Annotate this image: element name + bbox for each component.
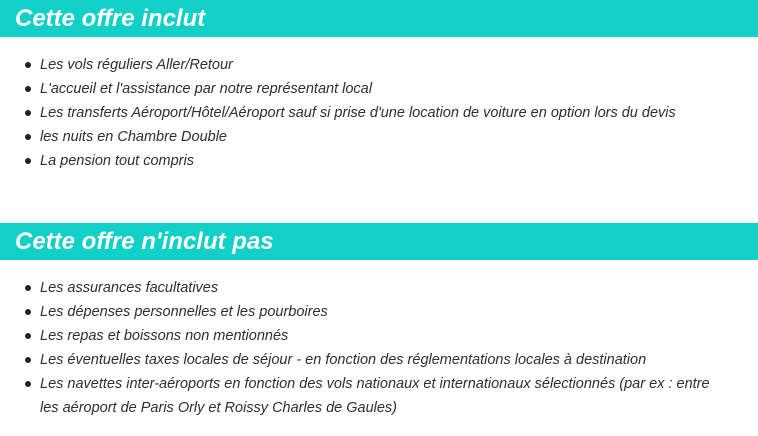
list-item-text: Les éventuelles taxes locales de séjour - en fonction des réglementations locales à destination <box>40 352 647 368</box>
bullet-icon <box>25 357 31 363</box>
list-item <box>24 300 724 324</box>
included-section-title: Cette offre inclut <box>0 0 758 37</box>
list-item-text: les nuits en Chambre Double <box>40 129 227 145</box>
list-item <box>24 53 724 77</box>
list-item-text: Les navettes inter-aéroports en fonction des vols nationaux et internationaux sélectionnés (par ex : entre les aéroport de Paris Orly et Roissy Charles de Gaules) <box>40 376 710 416</box>
list-item-text: La pension tout compris <box>40 153 194 169</box>
list-item <box>24 324 724 348</box>
excluded-section-title: Cette offre n'inclut pas <box>0 223 758 260</box>
list-item-text: Les vols réguliers Aller/Retour <box>40 57 233 73</box>
bullet-icon <box>25 333 31 339</box>
list-item <box>24 149 724 173</box>
bullet-icon <box>25 86 31 92</box>
excluded-list <box>24 276 724 420</box>
list-item-text: L'accueil et l'assistance par notre représentant local <box>40 81 372 97</box>
list-item-text: Les transferts Aéroport/Hôtel/Aéroport sauf si prise d'une location de voiture en option lors du devis <box>40 105 676 121</box>
list-item <box>24 372 724 420</box>
list-item-text: Les dépenses personnelles et les pourboires <box>40 304 328 320</box>
included-list <box>24 53 724 173</box>
list-item <box>24 101 724 125</box>
bullet-icon <box>25 134 31 140</box>
bullet-icon <box>25 158 31 164</box>
bullet-icon <box>25 285 31 291</box>
bullet-icon <box>25 309 31 315</box>
list-item-text: Les repas et boissons non mentionnés <box>40 328 289 344</box>
bullet-icon <box>25 110 31 116</box>
list-item <box>24 276 724 300</box>
list-item <box>24 348 724 372</box>
bullet-icon <box>25 62 31 68</box>
list-item <box>24 77 724 101</box>
bullet-icon <box>25 381 31 387</box>
list-item <box>24 125 724 149</box>
list-item-text: Les assurances facultatives <box>40 280 219 296</box>
